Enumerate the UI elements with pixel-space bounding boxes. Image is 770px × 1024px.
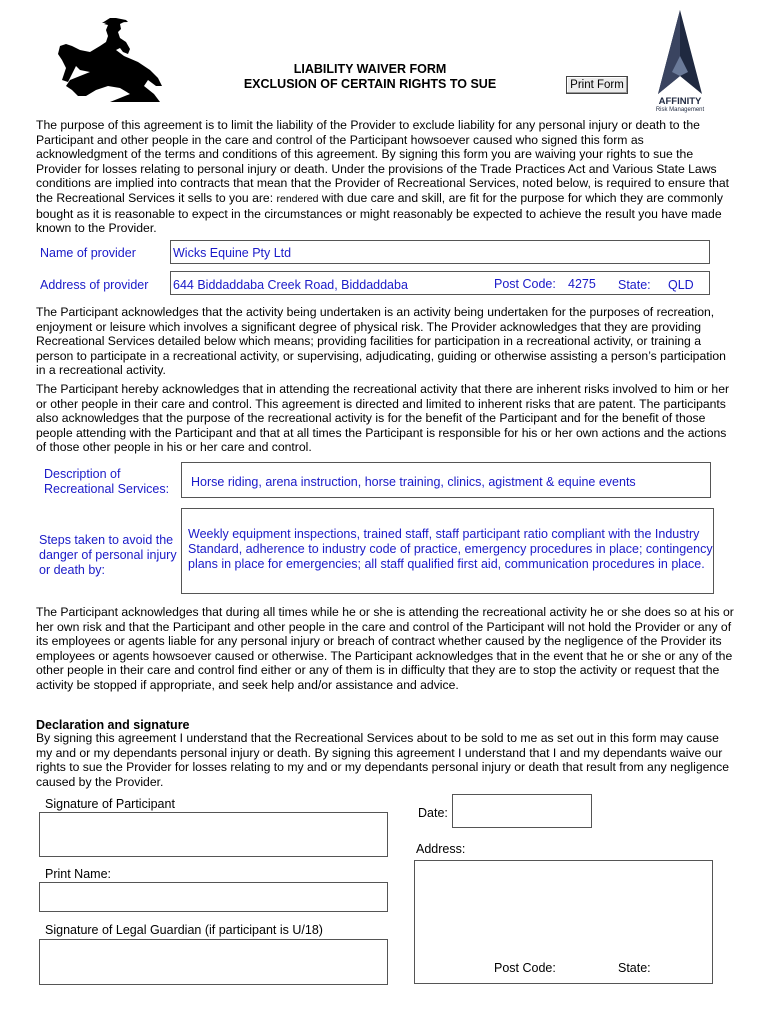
participant-signature-label: Signature of Participant: [45, 797, 175, 811]
provider-address-field[interactable]: [170, 271, 710, 295]
print-name-field[interactable]: [39, 882, 388, 912]
horse-rider-logo: [50, 16, 165, 104]
guardian-signature-field[interactable]: [39, 939, 388, 985]
provider-name-label: Name of provider: [40, 246, 136, 260]
print-form-button[interactable]: Print Form: [566, 76, 628, 94]
affinity-sub: Risk Management: [655, 107, 705, 113]
risks-paragraph: The Participant hereby acknowledges that in attending the recreational activity that there are inherent risks involved to him or her or other people in their care and control. This agreement is directed and limited to inherent risks that are patent. The participants also acknowledges that the purpose of the recreational activity is for the benefit of the Participant and for the benefit of those people attending with the Participant and that at all times the Participant is responsible for his or her own actions and the actions of those other people in his or her care and control.: [36, 382, 730, 455]
steps-field[interactable]: [181, 508, 714, 594]
steps-label-1: Steps taken to avoid the: [39, 533, 174, 547]
provider-postcode-label: Post Code:: [494, 277, 556, 291]
title-line-1: LIABILITY WAIVER FORM: [293, 62, 447, 76]
provider-address-value: 644 Biddaddaba Creek Road, Biddaddaba: [173, 278, 408, 292]
services-description-label-1: Description of: [44, 467, 121, 481]
services-description-label-2: Recreational Services:: [44, 482, 170, 496]
declaration-text: By signing this agreement I understand that the Recreational Services about to be sold to me as set out in this form may cause my and or my dependants personal injury or death. By signing this agreement I understand that I and my dependants waive our rights to sue the Provider for losses relating to my and or my dependants personal injury or death that result from any negligence caused by the Provider.: [36, 731, 730, 789]
affinity-brand: AFFINITY: [658, 96, 702, 107]
participant-signature-field[interactable]: [39, 812, 388, 857]
provider-postcode-value: 4275: [568, 277, 596, 291]
intro-part-2: with due care and skill, are fit for the purpose for which they are commonly bought as it is reasonable to expect in the circumstances or might reasonably be expected to achieve the result you have made known to the Provider.: [36, 190, 723, 236]
print-name-label: Print Name:: [45, 867, 111, 881]
steps-label-2: danger of personal injury: [39, 548, 177, 562]
intro-small-word: rendered: [276, 192, 319, 205]
acknowledgment-paragraph: The Participant acknowledges that during all times while he or she is attending the recreational activity he or she does so at his or her own risk and that the Participant and other people in the care and control of the Participant will not hold the Provider or any of its employees or agents liable for any personal injury or breach of contract whether caused by the negligence of the Provider its employees or agents howsoever caused or otherwise. The Participant acknowledges that in the event that he or she or any of the other people in their care and control find either or any of them is in difficulty that they are to stop the activity or request that the activity be stopped if appropriate, and seek help and/or assistance and advice.: [36, 605, 734, 692]
services-description-field[interactable]: [181, 462, 711, 498]
provider-state-label: State:: [618, 278, 651, 292]
services-description-label: [44, 467, 169, 497]
steps-value: Weekly equipment inspections, trained staff, staff participant ratio compliant with the Industry Standard, adherence to industry code of practice, emergency procedures in place; contingency plans in place for emergencies; all staff qualified first aid, communication procedures in place.: [188, 527, 713, 571]
declaration-heading: Declaration and signature: [36, 718, 190, 732]
date-label: Date:: [418, 806, 448, 820]
services-description-value: Horse riding, arena instruction, horse training, clinics, agistment & equine events: [191, 475, 636, 489]
activity-paragraph: The Participant acknowledges that the activity being undertaken is an activity being undertaken for the purposes of recreation, enjoyment or leisure which involves a significant degree of physical risk. The Provider acknowledges that they are providing Recreational Services detailed below which means; providing facilities for participation in a recreational activity, or training a person to participate in a recreational activity, or supervising, adjudicating, guiding or otherwise assisting a person’s participation in a recreational activity.: [36, 305, 726, 378]
provider-name-field[interactable]: [170, 240, 710, 264]
address-label: Address:: [416, 842, 466, 856]
address-state-label: State:: [618, 961, 651, 975]
arrow-icon: [658, 10, 702, 94]
affinity-logo: [650, 10, 710, 116]
steps-label: [39, 533, 177, 578]
steps-label-3: or death by:: [39, 563, 106, 577]
date-field[interactable]: [452, 794, 592, 828]
title-line-2: EXCLUSION OF CERTAIN RIGHTS TO SUE: [243, 77, 497, 91]
provider-name-value: Wicks Equine Pty Ltd: [173, 246, 292, 260]
intro-part-1: The purpose of this agreement is to limit the liability of the Provider to exclude liability for any personal injury or death to the Participant and other people in the care and control of the Participant howsoever caused who signed this form as acknowledgment of the terms and conditions of this agreement. By signing this form you are waiving your rights to sue the Provider for losses relating to personal injury or death. Under the provisions of the Trade Practices Act and Various State Laws conditions are implied into contracts that mean that the Provider of Recreational Services, noted below, is required to ensure that the Recreational Services it sells to you are:: [36, 118, 730, 205]
address-postcode-label: Post Code:: [494, 961, 556, 975]
guardian-signature-label: Signature of Legal Guardian (if participant is U/18): [45, 923, 323, 937]
form-title: [200, 62, 540, 92]
address-field[interactable]: [414, 860, 713, 984]
provider-address-label: Address of provider: [40, 278, 149, 292]
provider-state-value: QLD: [668, 278, 694, 292]
intro-paragraph: [36, 118, 736, 236]
